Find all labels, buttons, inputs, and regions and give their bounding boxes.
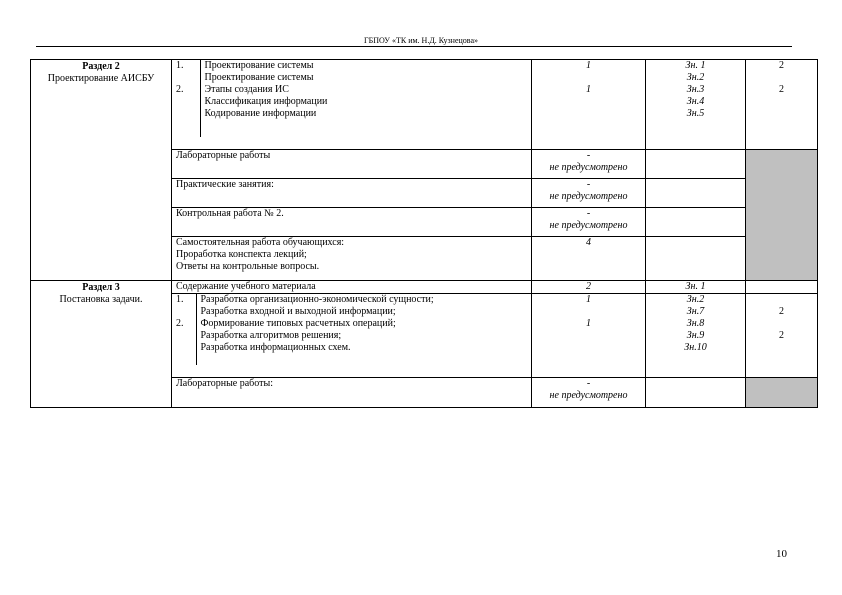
list-item: 2. Формирование типовых расчетных операций; — [172, 318, 531, 330]
curriculum-table — [30, 59, 818, 408]
section2-topics-cell — [172, 60, 532, 150]
section2-subtitle: Проектирование АИСБУ — [47, 73, 155, 84]
section2-control-label: Контрольная работа № 2. — [172, 208, 532, 237]
list-item: Разработка входной и выходной информации; — [172, 306, 531, 318]
list-item: 1. Разработка организационно-экономической сущности; — [172, 294, 531, 306]
section3-title: Раздел 3 — [82, 282, 120, 293]
section3-content-label: Содержание учебного материала — [172, 281, 532, 294]
section2-lab-hours: - не предусмотрено — [532, 150, 646, 179]
section2-hours-cell: 1 1 — [532, 60, 646, 150]
list-item: Разработка информационных схем. — [172, 342, 531, 365]
section2-topics-list — [172, 60, 531, 137]
section2-topics-row — [31, 60, 818, 150]
section3-topics-list — [172, 294, 531, 365]
section2-level-cell: 2 2 — [746, 60, 818, 150]
section3-hours-cell: 1 1 — [532, 294, 646, 378]
page-header: ГБПОУ «ТК им. Н.Д. Кузнецова» — [363, 36, 479, 45]
section3-level-cell: 2 2 — [746, 294, 818, 378]
list-item: Проектирование системы — [172, 72, 531, 84]
gray-cell — [746, 150, 818, 281]
list-item: 1. Проектирование системы — [172, 60, 531, 72]
section3-topics-cell — [172, 294, 532, 378]
section2-selfwork-cell: Самостоятельная работа обучающихся: Проработка конспекта лекций; Ответы на контрольные вопросы. — [172, 237, 532, 281]
section3-lab-hours: - не предусмотрено — [532, 378, 646, 408]
header-rule — [36, 46, 792, 47]
list-item: 2. Этапы создания ИС — [172, 84, 531, 96]
section2-title: Раздел 2 — [82, 61, 120, 72]
section3-codes-cell: Зн.2 Зн.7 Зн.8 Зн.9 Зн.10 — [646, 294, 746, 378]
list-item: Кодирование информации — [172, 108, 531, 137]
page-number: 10 — [776, 548, 787, 560]
list-item: Разработка алгоритмов решения; — [172, 330, 531, 342]
section2-practice-hours: - не предусмотрено — [532, 179, 646, 208]
section2-control-hours: - не предусмотрено — [532, 208, 646, 237]
section3-content-row: Раздел 3 Постановка задачи. Содержание учебного материала 2 Зн. 1 — [31, 281, 818, 294]
section2-title-cell — [31, 60, 172, 281]
section3-subtitle: Постановка задачи. — [59, 294, 143, 305]
list-item: Классификация информации — [172, 96, 531, 108]
section2-codes-cell: Зн. 1 Зн.2 Зн.3 Зн.4 Зн.5 — [646, 60, 746, 150]
gray-cell — [746, 378, 818, 408]
section3-title-cell — [31, 281, 172, 408]
section2-lab-label: Лабораторные работы — [172, 150, 532, 179]
section3-lab-label: Лабораторные работы: — [172, 378, 532, 408]
section2-practice-label: Практические занятия: — [172, 179, 532, 208]
section2-selfwork-hours: 4 — [532, 237, 646, 281]
